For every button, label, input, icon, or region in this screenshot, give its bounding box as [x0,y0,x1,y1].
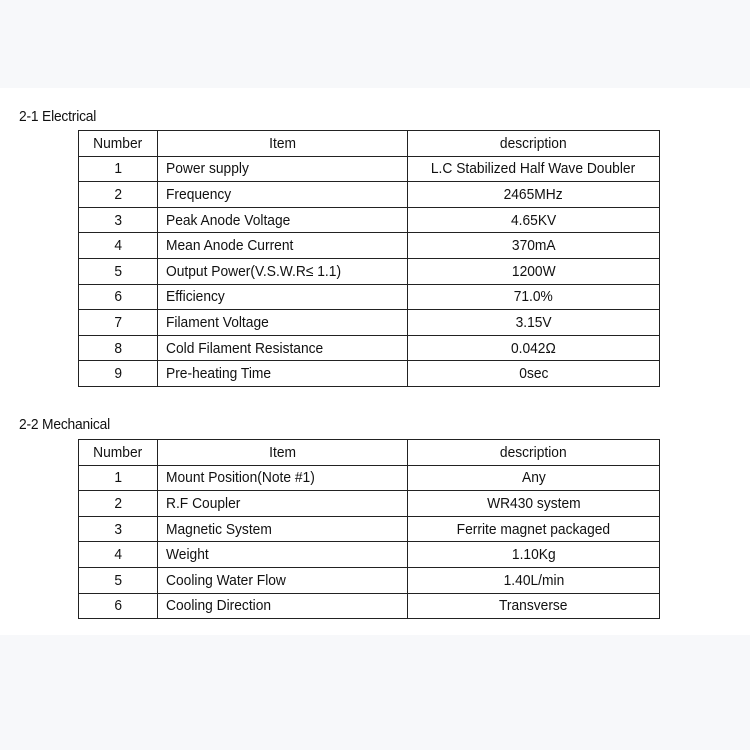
row-number: 7 [79,310,158,336]
row-number: 1 [79,156,158,182]
row-number: 6 [79,284,158,310]
row-description: 1200W [408,258,660,284]
row-item: Pre-heating Time [158,361,408,387]
table-row [79,593,660,619]
header-number: Number [79,131,158,157]
header-description: description [408,131,660,157]
table-row [79,207,660,233]
electrical-table [78,130,660,387]
row-description: 370mA [408,233,660,259]
row-description: 3.15V [408,310,660,336]
table-header-row [79,131,660,157]
row-number: 9 [79,361,158,387]
table-row [79,233,660,259]
row-item: Output Power(V.S.W.R≤ 1.1) [158,258,408,284]
header-item: Item [158,440,408,466]
row-description: WR430 system [408,491,660,517]
table-row [79,567,660,593]
table-header-row [79,440,660,466]
table-row [79,284,660,310]
table-row [79,156,660,182]
header-description: description [408,440,660,466]
row-description: L.C Stabilized Half Wave Doubler [408,156,660,182]
mechanical-section-title: 2-2 Mechanical [19,416,111,433]
row-description: 2465MHz [408,182,660,208]
row-number: 2 [79,491,158,517]
row-item: Weight [158,542,408,568]
row-description: 1.40L/min [408,567,660,593]
table-row [79,310,660,336]
row-description: 1.10Kg [408,542,660,568]
row-item: Filament Voltage [158,310,408,336]
row-number: 3 [79,516,158,542]
row-item: Cold Filament Resistance [158,335,408,361]
row-number: 4 [79,542,158,568]
table-row [79,361,660,387]
row-description: 0.042Ω [408,335,660,361]
row-number: 2 [79,182,158,208]
row-item: R.F Coupler [158,491,408,517]
row-description: Transverse [408,593,660,619]
row-item: Cooling Water Flow [158,567,408,593]
row-number: 3 [79,207,158,233]
header-item: Item [158,131,408,157]
row-number: 5 [79,567,158,593]
row-item: Frequency [158,182,408,208]
table-row [79,465,660,491]
header-number: Number [79,440,158,466]
row-number: 8 [79,335,158,361]
row-description: Ferrite magnet packaged [408,516,660,542]
row-number: 4 [79,233,158,259]
table-row [79,516,660,542]
table-row [79,258,660,284]
table-row [79,491,660,517]
table-row [79,182,660,208]
row-item: Mount Position(Note #1) [158,465,408,491]
mechanical-table [78,439,660,619]
row-number: 5 [79,258,158,284]
row-item: Peak Anode Voltage [158,207,408,233]
row-item: Magnetic System [158,516,408,542]
row-description: 0sec [408,361,660,387]
row-item: Efficiency [158,284,408,310]
row-item: Cooling Direction [158,593,408,619]
row-description: Any [408,465,660,491]
row-number: 6 [79,593,158,619]
row-description: 71.0% [408,284,660,310]
table-row [79,542,660,568]
row-description: 4.65KV [408,207,660,233]
electrical-section-title: 2-1 Electrical [19,108,97,125]
row-item: Mean Anode Current [158,233,408,259]
row-number: 1 [79,465,158,491]
table-row [79,335,660,361]
row-item: Power supply [158,156,408,182]
